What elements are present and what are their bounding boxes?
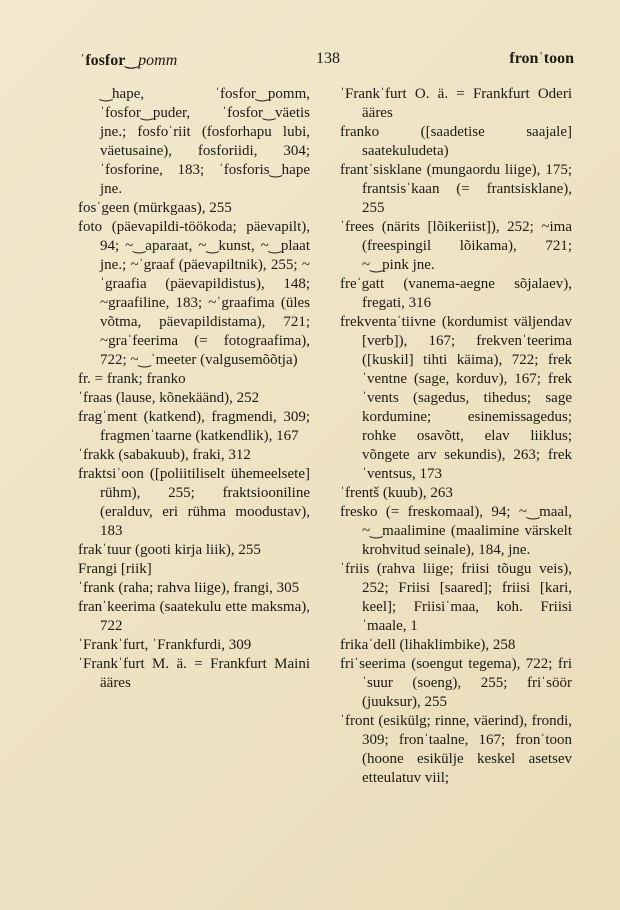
- dictionary-entry: franko ([saadetise saajale] saatekuludeta): [340, 124, 572, 159]
- dictionary-entry: fragˈment (katkend), fragmendi, 309; fragmenˈtaarne (katkendlik), 167: [78, 409, 310, 444]
- dictionary-entry: frakˈtuur (gooti kirja liik), 255: [78, 542, 261, 558]
- dictionary-entry: franˈkeerima (saatekulu ette maksma), 722: [78, 599, 310, 634]
- dictionary-entry: ˈFrankˈfurt, ˈFrankfurdi, 309: [78, 637, 252, 653]
- dictionary-entry: ˈFrankˈfurt O. ä. = Frankfurt Oderi ääres: [340, 86, 572, 121]
- dictionary-entry: ‿hape, ˈfosfor‿pomm, ˈfosfor‿puder, ˈfosfor‿väetis jne.; fosfoˈriit (fosforhapu lubi, väetusaine), fosforiidi, 304; ˈfosforine, 183; ˈfosforis‿hape jne.: [100, 86, 310, 197]
- dictionary-entry: ˈFrankˈfurt M. ä. = Frankfurt Maini ääres: [78, 656, 310, 691]
- header-left-headword: ˈfosfor‿pomm: [80, 52, 178, 69]
- dictionary-entry: ˈfriis (rahva liige; friisi tõugu veis), 252; Friisi [saared]; friisi [kari, keel]; Friisiˈmaa, koh. Friisiˈmaale, 1: [340, 561, 572, 634]
- dictionary-entry: ˈfrakk (sabakuub), fraki, 312: [78, 447, 251, 463]
- dictionary-entry: foto (päevapildi-töökoda; päevapilt), 94; ~‿aparaat, ~‿kunst, ~‿plaat jne.; ~ˈgraaf (päevapiltnik), 255; ~ˈgraafia (päevapildistus), 148; ~graafiline, 183; ~ˈgraafima (üles võtma, päevapildistama), 721; ~graˈfeerima (= fotograafima), 722; ~‿ˈmeeter (valgusemõõtja): [78, 219, 310, 368]
- dictionary-entry: ˈfrank (raha; rahva liige), frangi, 305: [78, 580, 300, 596]
- dictionary-entry: fraktsiˈoon ([poliitiliselt ühemeelsete] rühm), 255; fraktsiooniline (eralduv, eri rühma moodustav), 183: [78, 466, 310, 539]
- dictionary-entry: ˈfront (esikülg; rinne, väerind), frondi, 309; fronˈtaalne, 167; fronˈtoon (hoone esikülje keskel asetsev etteulatuv viil;: [340, 713, 572, 786]
- right-column: [340, 85, 572, 788]
- dictionary-entry: frekventaˈtiivne (kordumist väljendav [verb]), 167; frekvenˈteerima ([kuskil] tihti käima), 722; frekˈventne (sage, korduv), 167; frekˈvents (sagedus, tihedus; sage kordumine; esinemissagedus; rohke osavõtt, elav liiklus; võngete arv sekundis), 263; frekˈventsus, 173: [340, 314, 572, 482]
- dictionary-entry: fosˈgeen (mürkgaas), 255: [78, 200, 232, 216]
- dictionary-entry: ˈfrentš (kuub), 263: [340, 485, 453, 501]
- dictionary-entry: fresko (= freskomaal), 94; ~‿maal, ~‿maalimine (maalimine värskelt krohvitud seinale), 184, jne.: [340, 504, 572, 558]
- left-column: [78, 85, 310, 693]
- dictionary-entry: ˈfraas (lause, kõnekäänd), 252: [78, 390, 260, 406]
- dictionary-entry: frantˈsisklane (mungaordu liige), 175; frantsisˈkaan (= frantsisklane), 255: [340, 162, 572, 216]
- dictionary-entry: frikaˈdell (lihaklimbike), 258: [340, 637, 516, 653]
- dictionary-entry: ˈfrees (närits [lõikeriist]), 252; ~ima (freespingil lõikama), 721; ~‿pink jne.: [340, 219, 572, 273]
- dictionary-entry: friˈseerima (soengut tegema), 722; friˈsuur (soeng), 255; friˈsöör (juuksur), 255: [340, 656, 572, 710]
- dictionary-entry: fr. = frank; franko: [78, 371, 186, 387]
- header-right-headword: fronˈtoon: [509, 50, 574, 67]
- dictionary-entry: Frangi [riik]: [78, 561, 152, 577]
- dictionary-entry: freˈgatt (vanema-aegne sõjalaev), fregati, 316: [340, 276, 572, 311]
- page-header: [80, 50, 574, 76]
- page-number: 138: [316, 50, 340, 67]
